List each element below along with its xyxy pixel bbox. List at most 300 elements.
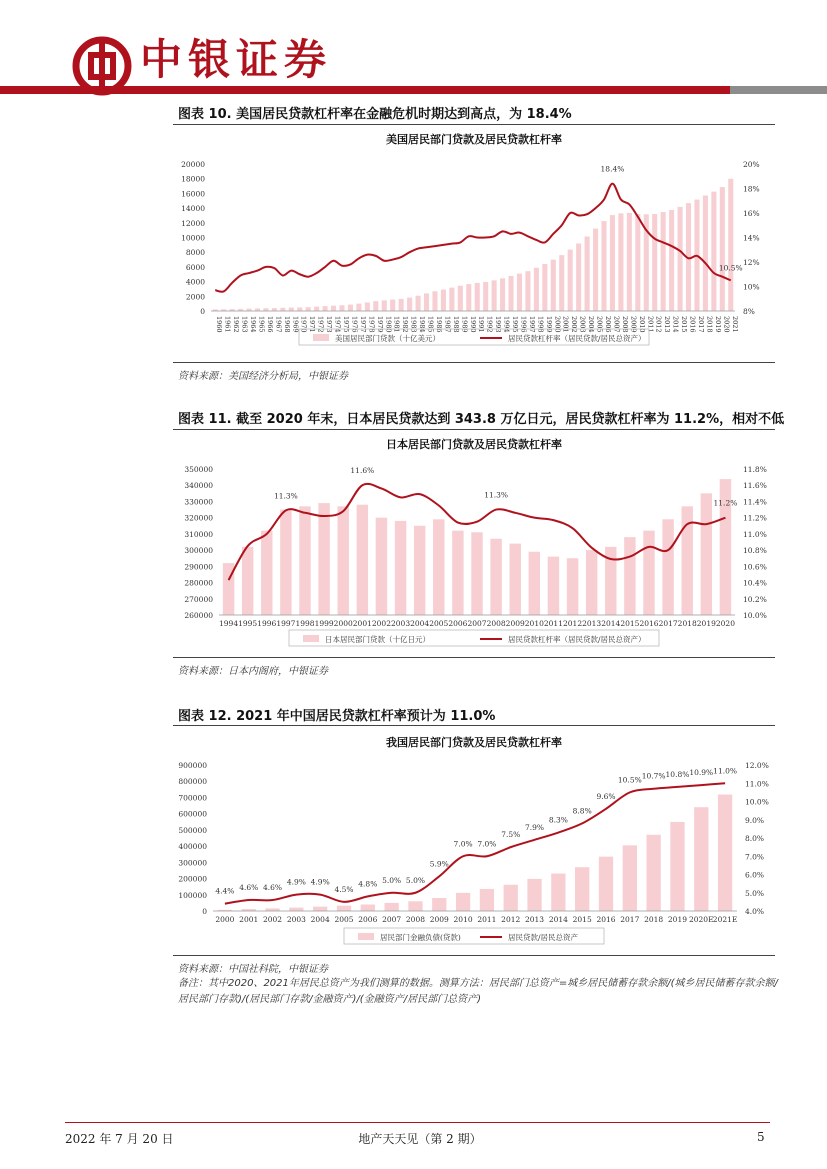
x-tick-label: 1991	[477, 316, 486, 333]
figure-11-rule	[173, 429, 775, 430]
china-loan-chart	[173, 729, 775, 953]
bar	[527, 879, 541, 911]
bar	[593, 229, 598, 311]
x-tick-label: 2019	[713, 316, 722, 333]
bar	[314, 307, 319, 311]
bar	[662, 519, 673, 615]
x-tick-label: 2012	[563, 619, 583, 628]
x-tick-label: 1962	[232, 316, 241, 333]
data-label: 7.9%	[525, 822, 545, 832]
bar	[365, 302, 370, 311]
us-loan-chart	[173, 128, 775, 360]
x-tick-label: 1976	[350, 316, 359, 333]
x-tick-label: 2013	[582, 619, 602, 628]
x-tick-label: 1982	[401, 316, 410, 333]
bar	[624, 537, 635, 615]
data-label: 10.7%	[641, 771, 666, 781]
figure-12-bottom-rule	[173, 955, 775, 956]
x-tick-label: 2007	[382, 915, 402, 924]
bar	[382, 300, 387, 311]
bar	[348, 305, 353, 311]
bar	[456, 893, 470, 911]
bar	[242, 547, 253, 615]
footer-title: 地产天天见（第 2 期）	[358, 1132, 482, 1146]
left-tick-label: 0	[200, 307, 205, 316]
bar	[337, 906, 351, 911]
bar	[490, 539, 501, 615]
x-tick-label: 2009	[629, 316, 638, 333]
bar	[407, 298, 412, 311]
data-label: 11.6%	[350, 466, 375, 476]
x-tick-label: 2017	[696, 316, 705, 333]
right-tick-label: 14%	[743, 233, 760, 243]
x-tick-label: 1975	[342, 316, 350, 333]
chart-title: 日本居民部门贷款及居民贷款杠杆率	[386, 438, 562, 451]
figure-12-title: 图表 12. 2021 年中国居民贷款杠杆率预计为 11.0%	[178, 709, 496, 724]
bar	[711, 192, 716, 311]
x-tick-label: 2017	[620, 915, 640, 924]
left-tick-label: 350000	[184, 465, 213, 474]
legend-bar-label: 日本居民部门贷款（十亿日元）	[325, 635, 430, 644]
left-tick-label: 18000	[181, 174, 205, 184]
data-label: 4.9%	[286, 877, 306, 887]
bar	[525, 271, 530, 311]
right-tick-label: 10.8%	[743, 546, 767, 556]
x-tick-label: 2016	[639, 619, 659, 628]
legend-line-label: 居民贷款/居民总资产	[508, 933, 579, 942]
x-tick-label: 1974	[333, 316, 342, 333]
x-tick-label: 2010	[453, 915, 473, 924]
legend-bar-swatch	[358, 933, 374, 940]
left-tick-label: 600000	[178, 809, 207, 819]
left-tick-label: 270000	[184, 594, 213, 604]
figure-10-source: 资料来源：美国经济分析局，中银证券	[178, 371, 348, 382]
x-tick-label: 1965	[257, 316, 266, 333]
left-tick-label: 290000	[184, 562, 213, 572]
left-tick-label: 2000	[185, 292, 205, 302]
bar	[299, 506, 310, 615]
x-tick-label: 2016	[688, 316, 697, 333]
x-tick-label: 2020	[715, 619, 735, 628]
bar	[395, 521, 406, 615]
bar	[280, 510, 291, 615]
x-tick-label: 2003	[578, 316, 587, 333]
bar	[356, 304, 361, 311]
bar	[728, 179, 733, 311]
bar	[661, 212, 666, 311]
bar	[551, 260, 556, 311]
bar	[534, 268, 539, 311]
data-label: 7.5%	[501, 830, 521, 840]
bar	[480, 889, 494, 911]
right-tick-label: 6.0%	[745, 870, 765, 880]
x-tick-label: 2004	[410, 619, 430, 628]
x-tick-label: 1988	[451, 316, 460, 333]
x-tick-label: 2012	[501, 915, 521, 924]
bar	[548, 557, 559, 615]
left-tick-label: 280000	[184, 578, 213, 588]
right-tick-label: 8%	[743, 307, 755, 316]
bar	[449, 288, 454, 311]
x-tick-label: 1968	[282, 316, 291, 333]
right-tick-label: 12%	[743, 258, 760, 267]
x-tick-label: 2011	[477, 915, 497, 924]
x-tick-label: 1985	[426, 316, 435, 333]
x-tick-label: 1995	[511, 316, 520, 333]
bar	[529, 552, 540, 615]
bar	[718, 795, 732, 911]
data-label: 4.4%	[215, 886, 235, 896]
data-label: 5.0%	[405, 875, 425, 885]
x-tick-label: 2012	[654, 316, 663, 333]
x-tick-label: 2010	[524, 619, 544, 628]
right-tick-label: 11.8%	[743, 465, 767, 474]
x-tick-label: 2011	[543, 619, 563, 628]
bar	[599, 857, 613, 911]
x-tick-label: 1964	[249, 316, 258, 333]
left-tick-label: 200000	[178, 874, 207, 884]
bar	[433, 519, 444, 615]
left-tick-label: 330000	[184, 497, 213, 507]
x-tick-label: 2007	[467, 619, 487, 628]
bar	[416, 296, 421, 311]
data-label: 5.9%	[429, 859, 449, 869]
x-tick-label: 2018	[644, 915, 664, 924]
data-label: 4.8%	[358, 879, 378, 889]
bar	[483, 282, 488, 311]
x-tick-label: 2002	[570, 316, 579, 333]
x-tick-label: 1960	[215, 316, 224, 333]
right-tick-label: 11.6%	[743, 481, 767, 491]
data-label: 4.6%	[263, 883, 283, 893]
x-tick-label: 1963	[240, 316, 249, 333]
data-label: 10.9%	[689, 768, 714, 778]
left-tick-label: 100000	[178, 890, 207, 900]
right-tick-label: 10.0%	[743, 611, 767, 620]
brand-name: 中银证券	[140, 35, 333, 84]
bar	[610, 215, 615, 311]
legend-bar-swatch	[313, 334, 329, 341]
x-tick-label: 1969	[291, 316, 300, 333]
data-label: 11.0%	[713, 766, 738, 776]
figure-10-title: 图表 10. 美国居民贷款杠杆率在金融危机时期达到高点，为 18.4%	[178, 107, 572, 122]
header-bar	[0, 86, 827, 94]
x-tick-label: 2004	[310, 915, 330, 924]
left-tick-label: 0	[202, 907, 207, 916]
x-tick-label: 2000	[333, 619, 353, 628]
x-tick-label: 1989	[460, 316, 469, 333]
x-tick-label: 2019	[696, 619, 716, 628]
bar	[601, 221, 606, 311]
bar	[390, 300, 395, 311]
x-tick-label: 2015	[572, 915, 592, 924]
x-tick-label: 2005	[334, 915, 354, 924]
x-tick-label: 2006	[604, 316, 612, 333]
x-tick-label: 2016	[596, 915, 616, 924]
chart-title: 我国居民部门贷款及居民贷款杠杆率	[386, 736, 562, 749]
data-label: 4.9%	[310, 877, 330, 887]
footer-date: 2022 年 7 月 20 日	[65, 1132, 174, 1146]
bar	[313, 907, 327, 911]
bar	[289, 908, 303, 911]
right-tick-label: 5.0%	[745, 888, 765, 898]
bar	[643, 531, 654, 615]
x-tick-label: 2005	[595, 316, 604, 333]
right-tick-label: 11.4%	[743, 497, 767, 507]
bar	[627, 213, 632, 311]
bar	[517, 274, 522, 311]
figure-12-note: 备注：其中2020、2021年居民总资产为我们测算的数据。测算方法：居民部门总资产=城乡居民储蓄存款余额/(城乡居民储蓄存款余额/居民部门存款)/(居民部门存款/金融资产)/(金融资产/居民部门总资产)	[178, 978, 778, 1005]
bar	[263, 308, 268, 311]
bar	[652, 214, 657, 311]
left-tick-label: 8000	[185, 248, 205, 258]
bar	[458, 286, 463, 311]
legend-bar-swatch	[303, 635, 319, 642]
bar	[492, 280, 497, 311]
bar	[384, 903, 398, 911]
left-tick-label: 16000	[181, 189, 205, 199]
right-tick-label: 20%	[743, 160, 760, 169]
page-number: 5	[757, 1130, 765, 1144]
data-label: 10.5%	[617, 775, 642, 785]
bar	[408, 901, 422, 911]
x-tick-label: 1981	[392, 316, 401, 333]
bar	[357, 505, 368, 615]
x-tick-label: 2010	[637, 316, 646, 333]
x-tick-label: 2006	[448, 619, 468, 628]
x-tick-label: 1992	[485, 316, 494, 333]
x-tick-label: 1986	[434, 316, 443, 333]
bar	[471, 532, 482, 615]
left-tick-label: 700000	[178, 793, 207, 803]
bar	[414, 526, 425, 615]
bar	[568, 250, 573, 311]
x-tick-label: 1999	[314, 619, 334, 628]
right-tick-label: 10.4%	[743, 578, 767, 588]
right-tick-label: 8.0%	[745, 834, 765, 843]
figure-11-title: 图表 11. 截至 2020 年末，日本居民贷款达到 343.8 万亿日元，居民贷款杠杆率为 11.2%，相对不低	[178, 412, 785, 427]
x-tick-label: 2003	[286, 915, 306, 924]
right-tick-label: 10.6%	[743, 562, 767, 572]
x-tick-label: 1967	[274, 316, 283, 333]
x-tick-label: 2018	[705, 316, 714, 333]
right-tick-label: 7.0%	[745, 852, 765, 862]
bar	[272, 308, 277, 311]
data-label: 11.3%	[484, 490, 509, 500]
x-tick-label: 2021	[730, 316, 739, 333]
x-tick-label: 2003	[391, 619, 411, 628]
left-tick-label: 12000	[181, 218, 205, 228]
left-tick-label: 4000	[185, 277, 205, 287]
x-tick-label: 2006	[358, 915, 378, 924]
bar	[373, 301, 378, 311]
bar	[567, 558, 578, 615]
x-tick-label: 2009	[505, 619, 525, 628]
bar	[261, 531, 272, 615]
data-label: 4.6%	[239, 883, 259, 893]
data-label: 4.5%	[334, 884, 354, 894]
x-tick-label: 1984	[418, 316, 427, 333]
data-label: 11.3%	[273, 491, 298, 501]
bar	[297, 307, 302, 311]
x-tick-label: 2002	[262, 915, 283, 924]
right-tick-label: 11.0%	[743, 529, 767, 539]
x-tick-label: 1979	[375, 316, 384, 333]
legend-bar-label: 居民部门金融负债(贷款)	[380, 933, 461, 942]
left-tick-label: 300000	[184, 546, 213, 556]
right-tick-label: 16%	[743, 209, 760, 218]
x-tick-label: 1997	[527, 316, 536, 333]
bar	[559, 255, 564, 311]
x-tick-label: 1973	[325, 316, 334, 333]
bar	[339, 305, 344, 311]
bar	[441, 290, 446, 311]
figure-10-bottom-rule	[173, 362, 775, 363]
x-tick-label: 1966	[265, 316, 274, 333]
bar	[432, 291, 437, 311]
x-tick-label: 1961	[223, 316, 232, 333]
x-tick-label: 1978	[367, 316, 376, 333]
x-tick-label: 1995	[238, 619, 258, 628]
bar	[361, 905, 375, 911]
x-tick-label: 2015	[680, 316, 689, 333]
bar	[646, 835, 660, 911]
bar	[376, 518, 387, 615]
footer-rule	[65, 1122, 770, 1123]
data-label: 18.4%	[600, 164, 625, 174]
x-tick-label: 1994	[219, 619, 239, 628]
bar	[678, 207, 683, 311]
left-tick-label: 400000	[178, 842, 207, 852]
bar	[331, 306, 336, 311]
data-label: 7.0%	[477, 839, 497, 849]
bar	[323, 306, 328, 311]
data-label: 5.0%	[382, 875, 402, 885]
x-tick-label: 2013	[663, 316, 672, 333]
x-tick-label: 1970	[299, 316, 308, 333]
x-tick-label: 1990	[468, 316, 477, 333]
bar	[466, 284, 471, 311]
bar	[618, 213, 623, 311]
bar	[280, 308, 285, 311]
bar	[669, 210, 674, 311]
x-tick-label: 2001	[352, 619, 372, 628]
x-tick-label: 1998	[536, 316, 545, 333]
bar	[575, 867, 589, 911]
bar	[694, 807, 708, 911]
x-tick-label: 2013	[524, 915, 545, 924]
data-label: 10.5%	[718, 263, 743, 273]
bar	[424, 293, 429, 311]
x-tick-label: 1993	[494, 316, 503, 333]
left-tick-label: 310000	[184, 529, 213, 539]
bar	[475, 283, 480, 311]
bar	[551, 874, 565, 911]
bar	[504, 885, 518, 911]
bar	[509, 544, 520, 615]
x-tick-label: 1983	[409, 316, 418, 333]
right-tick-label: 9.0%	[745, 815, 765, 825]
x-tick-label: 2014	[548, 915, 568, 924]
legend-line-label: 居民贷款杠杆率（居民贷款/居民总资产）	[508, 635, 646, 644]
left-tick-label: 260000	[184, 611, 213, 620]
bar	[306, 307, 311, 311]
x-tick-label: 2007	[612, 316, 621, 333]
right-tick-label: 11.0%	[745, 779, 769, 789]
x-tick-label: 2020E	[688, 915, 714, 924]
bar	[542, 264, 547, 311]
data-label: 7.0%	[453, 839, 473, 849]
figure-11-source: 资料来源：日本内阁府，中银证券	[178, 666, 328, 677]
chart-title: 美国居民部门贷款及居民贷款杠杆率	[386, 133, 562, 146]
bar	[635, 214, 640, 311]
x-tick-label: 2002	[371, 619, 391, 628]
x-tick-label: 1972	[316, 316, 325, 333]
right-tick-label: 11.2%	[743, 513, 767, 523]
left-tick-label: 6000	[185, 262, 205, 272]
x-tick-label: 2014	[601, 619, 621, 628]
data-label: 9.6%	[596, 791, 616, 801]
x-tick-label: 1987	[443, 316, 452, 333]
bar	[432, 898, 446, 911]
x-tick-label: 2020	[722, 316, 731, 333]
bar	[585, 236, 590, 311]
x-tick-label: 2000	[215, 915, 235, 924]
x-tick-label: 2008	[620, 316, 629, 333]
data-label: 8.3%	[548, 815, 568, 825]
left-tick-label: 800000	[178, 777, 207, 787]
left-tick-label: 20000	[181, 160, 205, 169]
x-tick-label: 2021E	[712, 915, 738, 924]
x-tick-label: 2009	[429, 915, 449, 924]
right-tick-label: 18%	[743, 184, 760, 194]
x-tick-label: 2011	[646, 316, 655, 333]
bar	[670, 822, 684, 911]
right-tick-label: 4.0%	[745, 907, 765, 916]
x-tick-label: 2018	[677, 619, 697, 628]
x-tick-label: 2014	[671, 316, 680, 333]
x-tick-label: 1977	[358, 316, 367, 333]
bar	[623, 845, 637, 911]
x-tick-label: 1996	[519, 316, 528, 333]
bar	[703, 195, 708, 311]
japan-loan-chart	[173, 433, 775, 655]
x-tick-label: 1980	[384, 316, 393, 333]
figure-10-rule	[173, 124, 775, 125]
x-tick-label: 1971	[308, 316, 317, 333]
figure-11-bottom-rule	[173, 657, 775, 658]
x-tick-label: 2004	[587, 316, 596, 333]
x-tick-label: 1998	[295, 619, 315, 628]
left-tick-label: 320000	[184, 513, 213, 523]
x-tick-label: 2015	[620, 619, 640, 628]
right-tick-label: 10.0%	[745, 797, 769, 807]
left-tick-label: 14000	[181, 204, 205, 214]
bar	[289, 308, 294, 311]
data-label: 11.2%	[713, 498, 738, 508]
x-tick-label: 2019	[667, 915, 688, 924]
bar	[452, 531, 463, 615]
legend-line-label: 居民贷款杠杆率（居民贷款/居民总资产）	[508, 334, 646, 343]
bar	[337, 506, 348, 615]
bar	[508, 276, 513, 311]
figure-12-rule	[173, 725, 775, 726]
right-tick-label: 10%	[743, 282, 760, 292]
bar	[720, 187, 725, 311]
x-tick-label: 1994	[502, 316, 511, 333]
x-tick-label: 2001	[239, 915, 259, 924]
data-label: 8.8%	[572, 806, 592, 816]
